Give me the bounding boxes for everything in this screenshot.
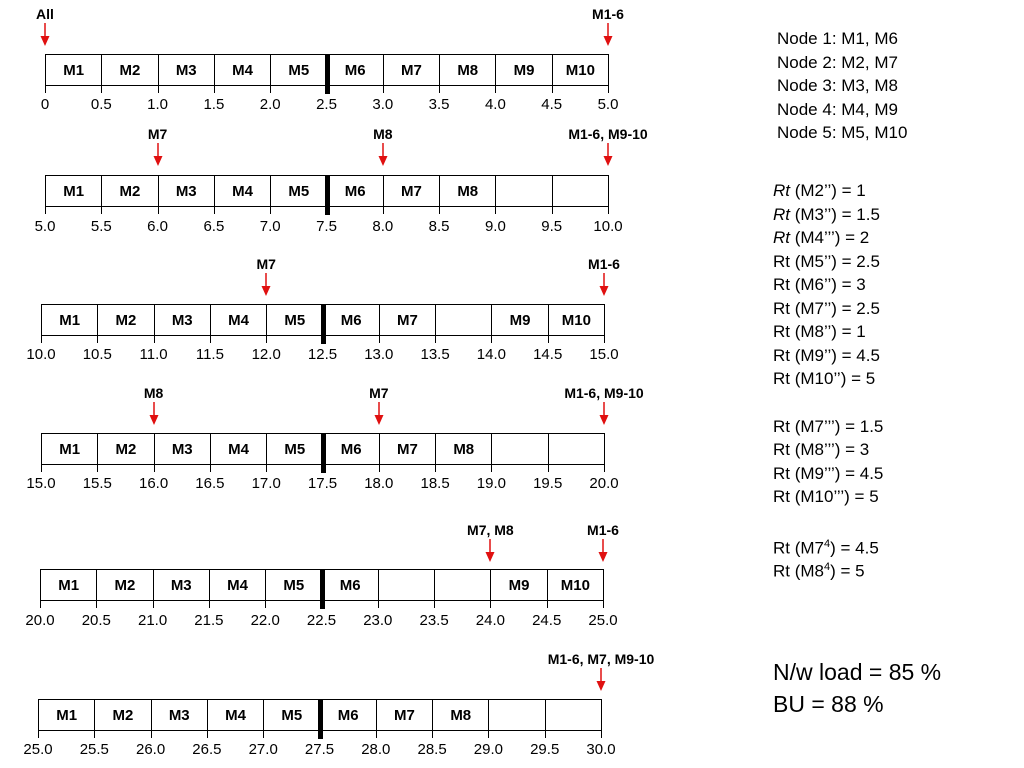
tick-label: 20.5 — [81, 612, 111, 629]
tick-label: 9.0 — [484, 218, 506, 235]
tick-mark — [151, 731, 152, 738]
message-marker-label: M7 — [256, 256, 276, 272]
superscript: 4 — [824, 561, 831, 573]
slot-m8: M8 — [432, 699, 488, 731]
slot-m4: M4 — [214, 175, 270, 207]
slot-m5: M5 — [270, 54, 326, 86]
rt-argument: (M10’’) = 5 — [790, 369, 876, 388]
slot-m2: M2 — [101, 54, 157, 86]
tick-label: 29.5 — [530, 741, 560, 758]
tick-mark — [320, 731, 321, 738]
tick-label: 5.5 — [90, 218, 112, 235]
slot-m3: M3 — [158, 54, 214, 86]
tick-label: 2.0 — [259, 96, 281, 113]
slot-m4: M4 — [214, 54, 270, 86]
message-marker-label: M7, M8 — [467, 522, 514, 538]
node-entry: Node 1: M1, M6 — [777, 29, 898, 48]
slot-m5: M5 — [266, 433, 322, 465]
slot-m2: M2 — [97, 433, 153, 465]
rt-symbol: Rt — [773, 322, 790, 341]
rt-entry — [773, 415, 883, 439]
rt-argument: (M7’’’) = 1.5 — [790, 416, 884, 436]
tick-label: 12.5 — [307, 346, 338, 363]
rt-symbol: Rt — [773, 463, 790, 483]
slot-m8: M8 — [439, 175, 495, 207]
tick-label: 11.0 — [139, 346, 168, 363]
rt-argument: (M8’’’) = 3 — [790, 440, 870, 459]
message-marker-label: All — [36, 6, 54, 22]
tick-label: 15.0 — [589, 346, 619, 363]
node-entry: Node 2: M2, M7 — [777, 52, 898, 72]
rt-argument: (M2’’) = 1 — [790, 181, 866, 200]
tick-label: 2.5 — [316, 96, 337, 113]
tick-label: 3.5 — [428, 96, 450, 113]
slot-m10: M10 — [552, 54, 609, 86]
bu-text: BU = 88 % — [773, 691, 884, 717]
slot-m1: M1 — [41, 304, 97, 336]
slot-m5: M5 — [265, 569, 321, 601]
node-entry: Node 3: M3, M8 — [777, 76, 898, 95]
tick-mark — [207, 731, 208, 738]
slot-m3: M3 — [153, 569, 209, 601]
slot-m2: M2 — [97, 304, 153, 336]
tick-label: 17.0 — [251, 475, 281, 492]
rt-value: ) = 5 — [830, 561, 865, 581]
slot-m5: M5 — [270, 175, 326, 207]
rt-symbol: Rt — [773, 538, 790, 558]
tick-label: 4.5 — [541, 96, 563, 113]
tick-label: 11.5 — [195, 346, 224, 363]
tick-label: 3.0 — [372, 96, 394, 113]
tick-label: 19.5 — [533, 475, 563, 492]
tick-mark — [488, 731, 489, 738]
rt-entry — [773, 226, 883, 250]
slot-m6: M6 — [322, 569, 378, 601]
tick-label: 27.0 — [248, 741, 278, 758]
slot-m10: M10 — [548, 304, 605, 336]
tick-label: 21.5 — [194, 612, 224, 629]
tick-label: 5.0 — [597, 96, 619, 113]
tick-label: 17.5 — [307, 475, 338, 492]
rt-argument: (M5’’) = 2.5 — [790, 251, 880, 271]
slot-m1: M1 — [38, 699, 94, 731]
node-entry: Node 5: M5, M10 — [777, 123, 908, 142]
rt-entry — [773, 297, 883, 321]
rt-argument: (M9’’) = 4.5 — [790, 345, 880, 365]
message-marker-label: M1-6 — [587, 522, 619, 538]
rt-argument: (M7 — [790, 538, 824, 558]
empty-slot — [545, 699, 602, 731]
tick-label: 24.0 — [475, 612, 505, 629]
rt-symbol: Rt — [773, 251, 790, 271]
rt-argument: (M10’’’) = 5 — [790, 487, 879, 506]
tick-label: 1.5 — [203, 96, 225, 113]
slot-m7: M7 — [383, 54, 439, 86]
down-arrow-icon — [595, 668, 607, 692]
slot-m7: M7 — [379, 433, 435, 465]
slot-m4: M4 — [210, 433, 266, 465]
tick-label: 28.5 — [417, 741, 447, 758]
slot-m1: M1 — [45, 175, 101, 207]
slot-m6: M6 — [323, 433, 379, 465]
slot-m3: M3 — [151, 699, 207, 731]
tick-label: 25.0 — [588, 612, 618, 629]
tick-label: 7.0 — [259, 218, 281, 235]
tick-label: 4.0 — [484, 96, 506, 113]
rt-symbol: Rt — [773, 228, 790, 247]
rt-argument: (M4’’’) = 2 — [790, 228, 870, 247]
slot-m5: M5 — [266, 304, 322, 336]
slot-m3: M3 — [154, 433, 210, 465]
tick-label: 13.0 — [364, 346, 394, 363]
slot-m4: M4 — [209, 569, 265, 601]
rt-argument: (M8 — [790, 561, 824, 581]
message-marker-label: M8 — [143, 385, 164, 401]
rt-symbol: Rt — [773, 487, 790, 506]
rt-symbol: Rt — [773, 275, 790, 294]
rt-entry — [773, 203, 883, 227]
slot-m5: M5 — [263, 699, 319, 731]
tick-label: 18.0 — [364, 475, 394, 492]
rt-entry — [773, 250, 883, 274]
node-assignment-list — [777, 27, 907, 145]
tick-label: 0 — [40, 96, 50, 113]
slot-m9: M9 — [490, 569, 546, 601]
tick-label: 20.0 — [25, 612, 55, 629]
slot-m7: M7 — [376, 699, 432, 731]
tick-label: 6.0 — [147, 218, 169, 235]
network-load-text: N/w load = 85 % — [773, 659, 942, 685]
tick-label: 23.0 — [363, 612, 393, 629]
tick-label: 10.0 — [593, 218, 623, 235]
message-marker-label: M1-6, M9-10 — [564, 385, 644, 401]
tick-label: 24.5 — [532, 612, 562, 629]
tick-label: 16.5 — [195, 475, 225, 492]
tick-label: 30.0 — [586, 741, 616, 758]
tick-label: 9.5 — [541, 218, 563, 235]
tick-label: 8.0 — [372, 218, 394, 235]
rt-values — [773, 179, 883, 580]
rt-symbol: Rt — [773, 181, 790, 200]
tick-label: 12.0 — [251, 346, 281, 363]
slot-m10: M10 — [547, 569, 604, 601]
tick-mark — [545, 731, 546, 738]
slot-m7: M7 — [379, 304, 435, 336]
tick-label: 5.0 — [34, 218, 56, 235]
slot-m9: M9 — [495, 54, 551, 86]
tick-label: 7.5 — [316, 218, 337, 235]
tick-label: 14.0 — [476, 346, 506, 363]
slot-m4: M4 — [210, 304, 266, 336]
tick-mark — [263, 731, 264, 738]
rt-value: ) = 4.5 — [830, 538, 879, 558]
tick-label: 21.0 — [137, 612, 168, 629]
tick-label: 15.0 — [26, 475, 56, 492]
empty-slot — [488, 699, 544, 731]
message-marker-label: M7 — [369, 385, 389, 401]
rt-entry — [773, 462, 883, 486]
slot-m3: M3 — [158, 175, 214, 207]
rt-symbol: Rt — [773, 369, 790, 388]
slot-m2: M2 — [96, 569, 152, 601]
tick-label: 23.5 — [419, 612, 449, 629]
slot-m1: M1 — [40, 569, 96, 601]
message-marker-label: M8 — [373, 126, 393, 142]
tick-mark — [38, 731, 39, 738]
slot-m1: M1 — [41, 433, 97, 465]
tick-label: 10.5 — [82, 346, 112, 363]
tick-label: 25.5 — [79, 741, 109, 758]
tick-label: 1.0 — [147, 96, 169, 113]
tick-label: 26.5 — [192, 741, 222, 758]
rt-argument: (M3’’) = 1.5 — [790, 204, 880, 224]
rt-entry — [773, 438, 883, 462]
rt-symbol: Rt — [773, 561, 790, 581]
rt-entry — [773, 320, 883, 344]
slot-m9: M9 — [491, 304, 547, 336]
superscript: 4 — [824, 537, 831, 550]
rt-symbol: Rt — [773, 440, 790, 459]
slot-m6: M6 — [327, 54, 383, 86]
spacer — [773, 391, 883, 415]
rt-entry — [773, 485, 883, 509]
tick-label: 25.0 — [23, 741, 53, 758]
tick-label: 19.0 — [476, 475, 506, 492]
node-entry: Node 4: M4, M9 — [777, 99, 898, 119]
slot-m7: M7 — [383, 175, 439, 207]
slot-m1: M1 — [45, 54, 101, 86]
slot-m6: M6 — [320, 699, 376, 731]
tick-label: 15.5 — [82, 475, 112, 492]
message-marker-label: M1-6, M9-10 — [568, 126, 648, 142]
tick-label: 0.5 — [90, 96, 112, 113]
tick-label: 13.5 — [420, 346, 450, 363]
tick-label: 29.0 — [473, 741, 503, 758]
message-marker-label: M7 — [147, 126, 168, 142]
rt-entry — [773, 179, 883, 203]
slot-m6: M6 — [323, 304, 379, 336]
slot-m2: M2 — [94, 699, 150, 731]
rt-argument: (M7’’) = 2.5 — [790, 298, 880, 318]
rt-symbol: Rt — [773, 345, 790, 365]
rt-argument: (M9’’’) = 4.5 — [790, 463, 884, 483]
tick-mark — [432, 731, 433, 738]
tick-mark — [601, 731, 602, 738]
tick-label: 18.5 — [420, 475, 450, 492]
slot-m8: M8 — [435, 433, 491, 465]
tick-label: 6.5 — [203, 218, 225, 235]
rt-entry — [773, 273, 883, 297]
message-marker-label: M1-6 — [592, 6, 624, 22]
rt-argument: (M8’’) = 1 — [790, 322, 866, 341]
slot-m8: M8 — [439, 54, 495, 86]
slot-m4: M4 — [207, 699, 263, 731]
rt-symbol: Rt — [773, 416, 790, 436]
tick-label: 10.0 — [26, 346, 56, 363]
tick-label: 16.0 — [138, 475, 169, 492]
tick-label: 22.0 — [250, 612, 280, 629]
tick-label: 14.5 — [533, 346, 563, 363]
tick-mark — [376, 731, 377, 738]
slot-m2: M2 — [101, 175, 157, 207]
summary — [773, 656, 941, 720]
slot-m6: M6 — [327, 175, 383, 207]
tick-label: 22.5 — [306, 612, 337, 629]
tick-mark — [94, 731, 95, 738]
rt-entry — [773, 533, 883, 557]
rt-symbol: Rt — [773, 204, 790, 224]
rt-entry — [773, 367, 883, 391]
message-marker-label: M1-6, M7, M9-10 — [547, 651, 655, 667]
tick-label: 26.0 — [135, 741, 166, 758]
tick-label: 8.5 — [428, 218, 450, 235]
rt-entry — [773, 556, 883, 580]
rt-entry — [773, 344, 883, 368]
tick-label: 28.0 — [361, 741, 391, 758]
tick-label: 20.0 — [589, 475, 619, 492]
tick-label: 27.5 — [304, 741, 335, 758]
message-marker-label: M1-6 — [588, 256, 620, 272]
rt-symbol: Rt — [773, 298, 790, 318]
spacer — [773, 509, 883, 533]
rt-argument: (M6’’) = 3 — [790, 275, 866, 294]
slot-m3: M3 — [154, 304, 210, 336]
